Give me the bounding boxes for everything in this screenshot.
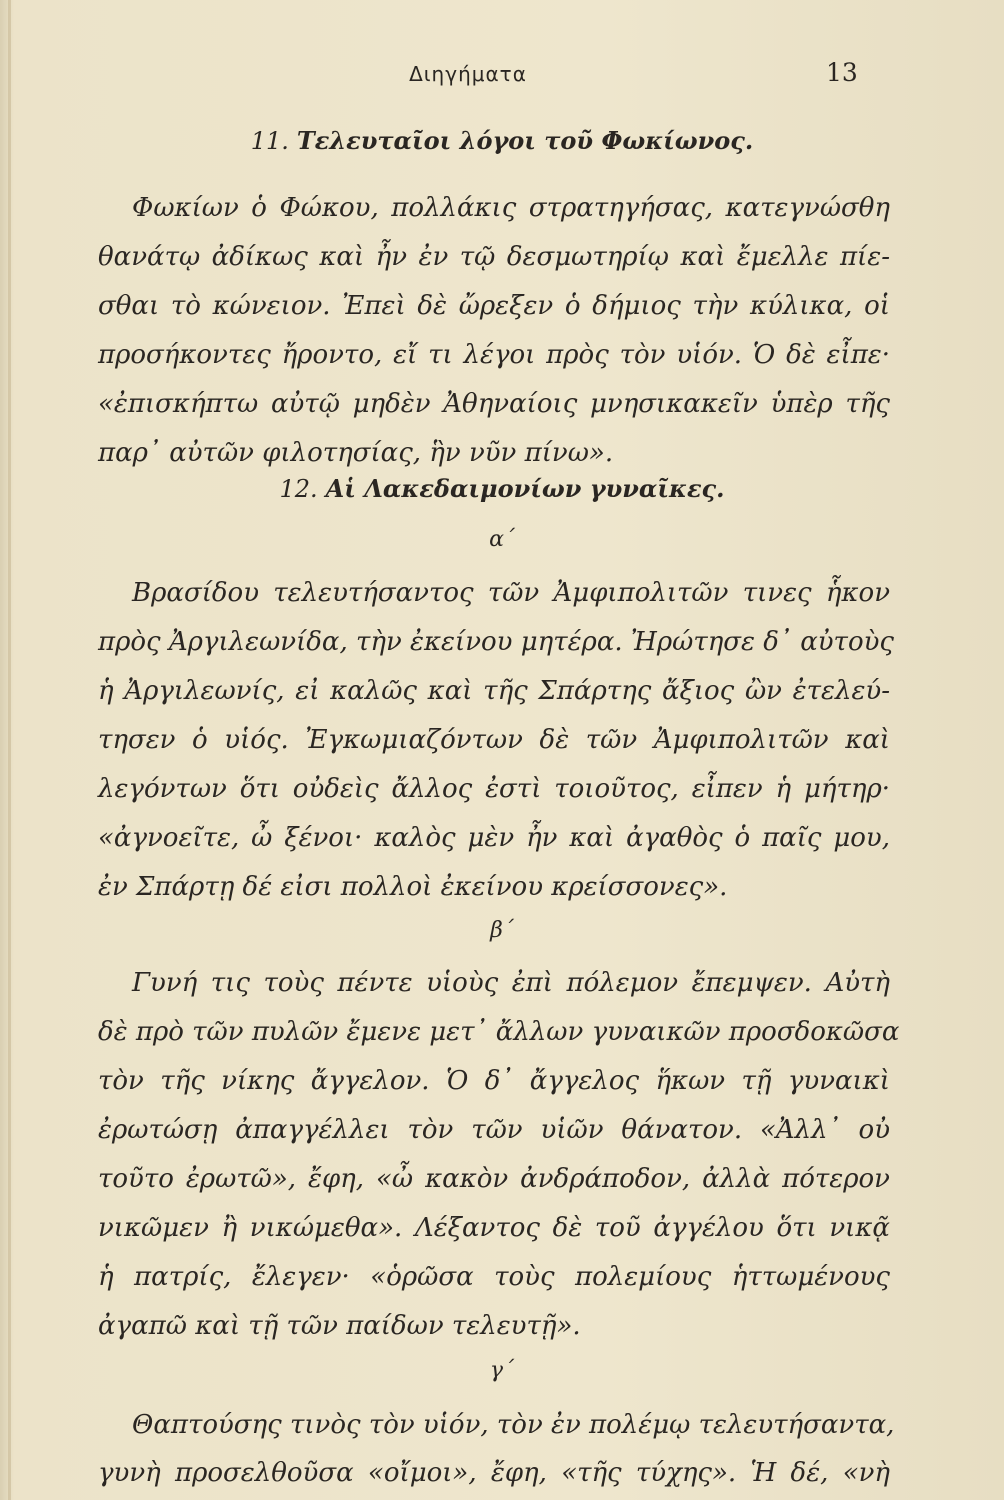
page-spine-shadow bbox=[8, 0, 11, 1500]
text-line: ἐρωτώσῃ ἀπαγγέλλει τὸν τῶν υἱῶν θάνατον. «Ἀλλ᾽ οὐ bbox=[98, 1115, 890, 1145]
text-line: «ἀγνοεῖτε, ὦ ξένοι· καλὸς μὲν ἦν καὶ ἀγαθὸς ὁ παῖς μου, bbox=[98, 823, 890, 853]
text-line: ἡ πατρίς, ἔλεγεν· «ὁρῶσα τοὺς πολεμίους ἡττωμένους bbox=[98, 1262, 890, 1292]
page-number: 13 bbox=[826, 58, 858, 87]
subsection-marker-gamma: γ´ bbox=[489, 1358, 515, 1383]
text-line: Βρασίδου τελευτήσαντος τῶν Ἀμφιπολιτῶν τινες ἧκον bbox=[132, 578, 890, 608]
text-line: γυνὴ προσελθοῦσα «οἴμοι», ἔφη, «τῆς τύχης». Ἡ δέ, «νὴ bbox=[98, 1458, 890, 1488]
section-heading: Τελευταῖοι λόγοι τοῦ Φωκίωνος. bbox=[296, 126, 754, 155]
section-heading: Αἱ Λακεδαιμονίων γυναῖκες. bbox=[325, 474, 725, 503]
text-line: ἡ Ἀργιλεωνίς, εἰ καλῶς καὶ τῆς Σπάρτης ἄξιος ὢν ἐτελεύ- bbox=[98, 676, 890, 706]
text-line: παρ᾽ αὐτῶν φιλοτησίας, ἣν νῦν πίνω». bbox=[98, 438, 614, 468]
subsection-marker-alpha: α´ bbox=[489, 527, 515, 552]
section-title-12 bbox=[0, 474, 1004, 503]
subsection-marker-beta: β´ bbox=[490, 918, 514, 943]
text-line: Θαπτούσης τινὸς τὸν υἱόν, τὸν ἐν πολέμῳ τελευτήσαντα, bbox=[132, 1410, 895, 1440]
text-line: προσήκοντες ἤροντο, εἴ τι λέγοι πρὸς τὸν υἱόν. Ὁ δὲ εἶπε· bbox=[98, 340, 890, 370]
text-line: Φωκίων ὁ Φώκου, πολλάκις στρατηγήσας, κατεγνώσθη bbox=[132, 193, 890, 223]
text-line: πρὸς Ἀργιλεωνίδα, τὴν ἐκείνου μητέρα. Ἠρώτησε δ᾽ αὐτοὺς bbox=[98, 627, 894, 657]
section-number: 12. bbox=[279, 475, 318, 503]
text-line: ἀγαπῶ καὶ τῇ τῶν παίδων τελευτῇ». bbox=[98, 1311, 581, 1341]
text-line: τὸν τῆς νίκης ἄγγελον. Ὁ δ᾽ ἄγγελος ἥκων τῇ γυναικὶ bbox=[98, 1066, 890, 1096]
text-line: Γυνή τις τοὺς πέντε υἱοὺς ἐπὶ πόλεμον ἔπεμψεν. Αὐτὴ bbox=[132, 968, 890, 998]
text-line: λεγόντων ὅτι οὐδεὶς ἄλλος ἐστὶ τοιοῦτος, εἶπεν ἡ μήτηρ· bbox=[98, 774, 890, 804]
text-line: δὲ πρὸ τῶν πυλῶν ἔμενε μετ᾽ ἄλλων γυναικῶν προσδοκῶσα bbox=[98, 1017, 900, 1047]
text-line: ἐν Σπάρτῃ δέ εἰσι πολλοὶ ἐκείνου κρείσσονες». bbox=[98, 872, 728, 902]
text-line: σθαι τὸ κώνειον. Ἐπεὶ δὲ ὤρεξεν ὁ δήμιος τὴν κύλικα, οἱ bbox=[98, 291, 890, 321]
text-line: νικῶμεν ἢ νικώμεθα». Λέξαντος δὲ τοῦ ἀγγέλου ὅτι νικᾷ bbox=[98, 1213, 890, 1243]
section-number: 11. bbox=[250, 127, 289, 155]
text-line: θανάτῳ ἀδίκως καὶ ἦν ἐν τῷ δεσμωτηρίῳ καὶ ἔμελλε πίε- bbox=[98, 242, 890, 272]
running-head: Διηγήματα bbox=[409, 62, 527, 86]
text-line: τοῦτο ἐρωτῶ», ἔφη, «ὦ κακὸν ἀνδράποδον, ἀλλὰ πότερον bbox=[98, 1164, 890, 1194]
text-line: τησεν ὁ υἱός. Ἐγκωμιαζόντων δὲ τῶν Ἀμφιπολιτῶν καὶ bbox=[98, 725, 890, 755]
text-line: «ἐπισκήπτω αὐτῷ μηδὲν Ἀθηναίοις μνησικακεῖν ὑπὲρ τῆς bbox=[98, 389, 890, 419]
section-title-11 bbox=[0, 126, 1004, 155]
